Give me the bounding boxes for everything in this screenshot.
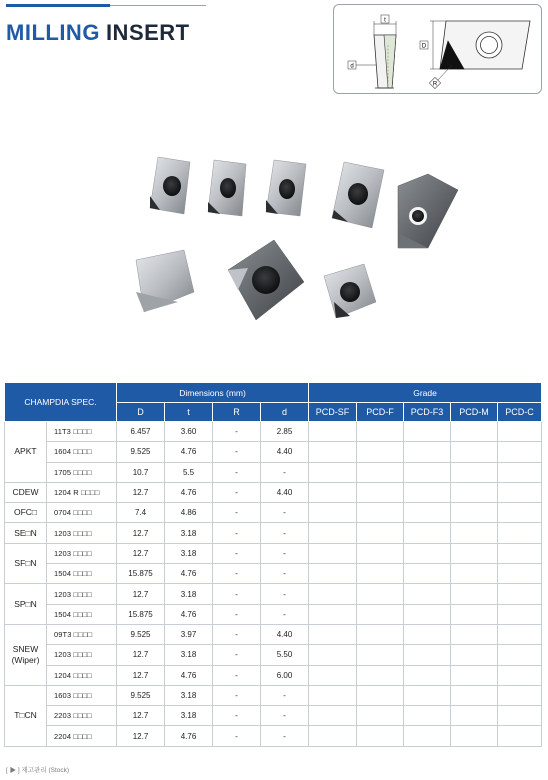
grade-cell — [451, 624, 498, 644]
group-label-snew-name: SNEW — [12, 643, 39, 654]
value-d: 4.40 — [261, 442, 309, 462]
table-row — [5, 462, 542, 482]
table-row — [5, 422, 542, 442]
grade-cell — [357, 685, 404, 705]
value-R: - — [213, 543, 261, 563]
value-t: 3.18 — [165, 523, 213, 543]
col-D: D — [117, 403, 165, 422]
title-accent-bar — [6, 4, 110, 7]
value-R: - — [213, 564, 261, 584]
value-D: 9.525 — [117, 685, 165, 705]
insert-code: 1203 □□□□ — [47, 584, 117, 604]
group-label-se: SE□N — [5, 523, 47, 543]
grade-cell — [404, 482, 451, 502]
grade-cell — [498, 645, 542, 665]
side-view-drawing — [348, 15, 396, 88]
insert-code: 1603 □□□□ — [47, 685, 117, 705]
table-row — [5, 564, 542, 584]
group-label-snew-sub: (Wiper) — [11, 654, 40, 665]
insert-photo-apkt-1 — [150, 157, 190, 214]
stock-footnote: [ ▶ ] 재고관리 (Stock) — [6, 767, 70, 774]
value-t: 3.97 — [165, 624, 213, 644]
col-pcd-m: PCD-M — [451, 403, 498, 422]
grade-cell — [357, 482, 404, 502]
value-R: - — [213, 422, 261, 442]
page-title — [6, 20, 190, 46]
grade-cell — [451, 645, 498, 665]
insert-code: 1203 □□□□ — [47, 523, 117, 543]
diagram-label-R: R — [432, 81, 438, 88]
value-D: 15.875 — [117, 564, 165, 584]
value-t: 4.76 — [165, 665, 213, 685]
value-D: 15.875 — [117, 604, 165, 624]
grade-cell — [309, 685, 357, 705]
value-t: 3.18 — [165, 645, 213, 665]
grade-cell — [357, 503, 404, 523]
grade-cell — [404, 726, 451, 746]
grade-cell — [451, 503, 498, 523]
table-row — [5, 503, 542, 523]
grade-cell — [309, 482, 357, 502]
table-row — [5, 665, 542, 685]
value-R: - — [213, 665, 261, 685]
grade-cell — [357, 523, 404, 543]
table-row — [5, 442, 542, 462]
grade-cell — [404, 422, 451, 442]
value-D: 12.7 — [117, 584, 165, 604]
value-R: - — [213, 604, 261, 624]
insert-product-photos — [128, 152, 468, 322]
group-label-sf: SF□N — [5, 543, 47, 584]
grade-cell — [498, 482, 542, 502]
insert-code: 2203 □□□□ — [47, 706, 117, 726]
table-row — [5, 624, 542, 644]
grade-cell — [498, 685, 542, 705]
value-t: 3.18 — [165, 685, 213, 705]
grade-cell — [357, 624, 404, 644]
value-D: 10.7 — [117, 462, 165, 482]
grade-cell — [498, 564, 542, 584]
grade-cell — [451, 442, 498, 462]
value-t: 3.18 — [165, 706, 213, 726]
value-t: 4.76 — [165, 482, 213, 502]
table-row — [5, 645, 542, 665]
value-t: 3.18 — [165, 543, 213, 563]
value-t: 4.76 — [165, 604, 213, 624]
grade-cell — [451, 422, 498, 442]
dimension-diagram — [333, 4, 542, 94]
value-R: - — [213, 584, 261, 604]
grade-cell — [309, 624, 357, 644]
value-D: 9.525 — [117, 442, 165, 462]
grade-cell — [357, 645, 404, 665]
value-d: - — [261, 462, 309, 482]
grade-cell — [404, 604, 451, 624]
insert-code: 0704 □□□□ — [47, 503, 117, 523]
insert-code: 09T3 □□□□ — [47, 624, 117, 644]
grade-cell — [357, 543, 404, 563]
group-label-ofc: OFC□ — [5, 503, 47, 523]
value-D: 12.7 — [117, 645, 165, 665]
group-label-snew — [5, 624, 47, 685]
grade-cell — [404, 523, 451, 543]
dimension-diagram-drawing — [334, 5, 543, 95]
grade-cell — [309, 543, 357, 563]
grade-cell — [309, 564, 357, 584]
table-row — [5, 685, 542, 705]
col-pcd-c: PCD-C — [498, 403, 542, 422]
grade-cell — [309, 503, 357, 523]
grade-cell — [309, 604, 357, 624]
table-row — [5, 726, 542, 746]
grade-cell — [309, 523, 357, 543]
insert-code: 1204 □□□□ — [47, 665, 117, 685]
table-row — [5, 706, 542, 726]
value-t: 3.60 — [165, 422, 213, 442]
value-R: - — [213, 462, 261, 482]
value-d: - — [261, 726, 309, 746]
value-d: - — [261, 685, 309, 705]
grade-cell — [357, 442, 404, 462]
grade-cell — [404, 462, 451, 482]
value-D: 12.7 — [117, 665, 165, 685]
insert-photos-drawing — [128, 152, 468, 322]
value-D: 9.525 — [117, 624, 165, 644]
col-pcd-sf: PCD-SF — [309, 403, 357, 422]
grade-cell — [498, 503, 542, 523]
grade-cell — [357, 604, 404, 624]
value-d: - — [261, 543, 309, 563]
value-d: - — [261, 706, 309, 726]
grade-cell — [309, 706, 357, 726]
grade-cell — [498, 706, 542, 726]
value-d: 4.40 — [261, 482, 309, 502]
value-D: 12.7 — [117, 726, 165, 746]
table-row — [5, 543, 542, 563]
grade-cell — [309, 726, 357, 746]
col-pcd-f3: PCD-F3 — [404, 403, 451, 422]
grade-cell — [451, 584, 498, 604]
grade-cell — [357, 422, 404, 442]
grade-cell — [357, 462, 404, 482]
value-t: 3.18 — [165, 584, 213, 604]
value-D: 12.7 — [117, 482, 165, 502]
col-t: t — [165, 403, 213, 422]
value-d: 5.50 — [261, 645, 309, 665]
table-row — [5, 604, 542, 624]
value-D: 12.7 — [117, 523, 165, 543]
insert-photo-apkt-3 — [266, 160, 306, 216]
insert-code: 1604 □□□□ — [47, 442, 117, 462]
value-R: - — [213, 706, 261, 726]
grade-cell — [404, 645, 451, 665]
value-R: - — [213, 503, 261, 523]
value-d: - — [261, 584, 309, 604]
grade-cell — [357, 706, 404, 726]
top-view-drawing — [420, 21, 530, 89]
group-label-sp: SP□N — [5, 584, 47, 625]
insert-code: 1504 □□□□ — [47, 564, 117, 584]
grade-cell — [357, 726, 404, 746]
grade-cell — [451, 685, 498, 705]
grade-cell — [309, 584, 357, 604]
grade-cell — [309, 442, 357, 462]
grade-cell — [357, 665, 404, 685]
value-d: - — [261, 523, 309, 543]
grade-header: Grade — [309, 383, 542, 403]
insert-photo-sf — [228, 240, 304, 320]
value-R: - — [213, 442, 261, 462]
value-R: - — [213, 645, 261, 665]
value-D: 7.4 — [117, 503, 165, 523]
grade-cell — [451, 604, 498, 624]
value-t: 4.86 — [165, 503, 213, 523]
table-row — [5, 482, 542, 502]
grade-cell — [451, 665, 498, 685]
spec-header: CHAMPDIA SPEC. — [5, 383, 117, 422]
spec-table — [4, 382, 542, 747]
group-label-tcn: T□CN — [5, 685, 47, 746]
col-pcd-f: PCD-F — [357, 403, 404, 422]
grade-cell — [498, 624, 542, 644]
insert-code: 1504 □□□□ — [47, 604, 117, 624]
grade-cell — [404, 442, 451, 462]
grade-cell — [451, 726, 498, 746]
insert-code: 1705 □□□□ — [47, 462, 117, 482]
grade-cell — [404, 685, 451, 705]
insert-photo-apkt-2 — [208, 160, 246, 216]
value-D: 12.7 — [117, 543, 165, 563]
insert-photo-ofc — [398, 174, 458, 248]
grade-cell — [404, 584, 451, 604]
grade-cell — [451, 523, 498, 543]
page-title-insert: INSERT — [105, 20, 190, 45]
value-d: 2.85 — [261, 422, 309, 442]
insert-code: 1203 □□□□ — [47, 645, 117, 665]
value-D: 6.457 — [117, 422, 165, 442]
value-D: 12.7 — [117, 706, 165, 726]
value-t: 4.76 — [165, 442, 213, 462]
insert-photo-cdew — [332, 162, 384, 228]
title-rule — [110, 5, 206, 6]
value-t: 4.76 — [165, 726, 213, 746]
grade-cell — [498, 665, 542, 685]
group-label-apkt: APKT — [5, 422, 47, 483]
value-R: - — [213, 624, 261, 644]
grade-cell — [498, 462, 542, 482]
grade-cell — [309, 665, 357, 685]
grade-cell — [404, 503, 451, 523]
value-R: - — [213, 726, 261, 746]
grade-cell — [357, 564, 404, 584]
value-R: - — [213, 685, 261, 705]
grade-cell — [404, 543, 451, 563]
insert-code: 2204 □□□□ — [47, 726, 117, 746]
grade-cell — [357, 584, 404, 604]
insert-photo-se — [136, 250, 194, 312]
value-R: - — [213, 523, 261, 543]
grade-cell — [404, 706, 451, 726]
value-t: 4.76 — [165, 564, 213, 584]
grade-cell — [451, 462, 498, 482]
grade-cell — [498, 523, 542, 543]
table-row — [5, 584, 542, 604]
value-t: 5.5 — [165, 462, 213, 482]
grade-cell — [309, 645, 357, 665]
value-d: 4.40 — [261, 624, 309, 644]
value-R: - — [213, 482, 261, 502]
insert-photo-sp — [324, 264, 376, 318]
grade-cell — [404, 665, 451, 685]
grade-cell — [498, 442, 542, 462]
group-label-cdew: CDEW — [5, 482, 47, 502]
diagram-label-t: t — [384, 17, 386, 24]
page-title-milling: MILLING — [6, 20, 100, 45]
col-d: d — [261, 403, 309, 422]
diagram-label-d: d — [350, 63, 354, 70]
grade-cell — [498, 543, 542, 563]
grade-cell — [404, 564, 451, 584]
grade-cell — [309, 422, 357, 442]
insert-code: 1204 R □□□□ — [47, 482, 117, 502]
col-R: R — [213, 403, 261, 422]
value-d: - — [261, 604, 309, 624]
insert-code: 11T3 □□□□ — [47, 422, 117, 442]
dimensions-header: Dimensions (mm) — [117, 383, 309, 403]
table-row — [5, 523, 542, 543]
value-d: - — [261, 503, 309, 523]
grade-cell — [451, 564, 498, 584]
grade-cell — [451, 482, 498, 502]
grade-cell — [451, 543, 498, 563]
grade-cell — [498, 584, 542, 604]
grade-cell — [498, 422, 542, 442]
grade-cell — [498, 604, 542, 624]
insert-code: 1203 □□□□ — [47, 543, 117, 563]
grade-cell — [451, 706, 498, 726]
diagram-label-D: D — [421, 43, 427, 50]
grade-cell — [309, 462, 357, 482]
value-d: 6.00 — [261, 665, 309, 685]
grade-cell — [498, 726, 542, 746]
grade-cell — [404, 624, 451, 644]
value-d: - — [261, 564, 309, 584]
